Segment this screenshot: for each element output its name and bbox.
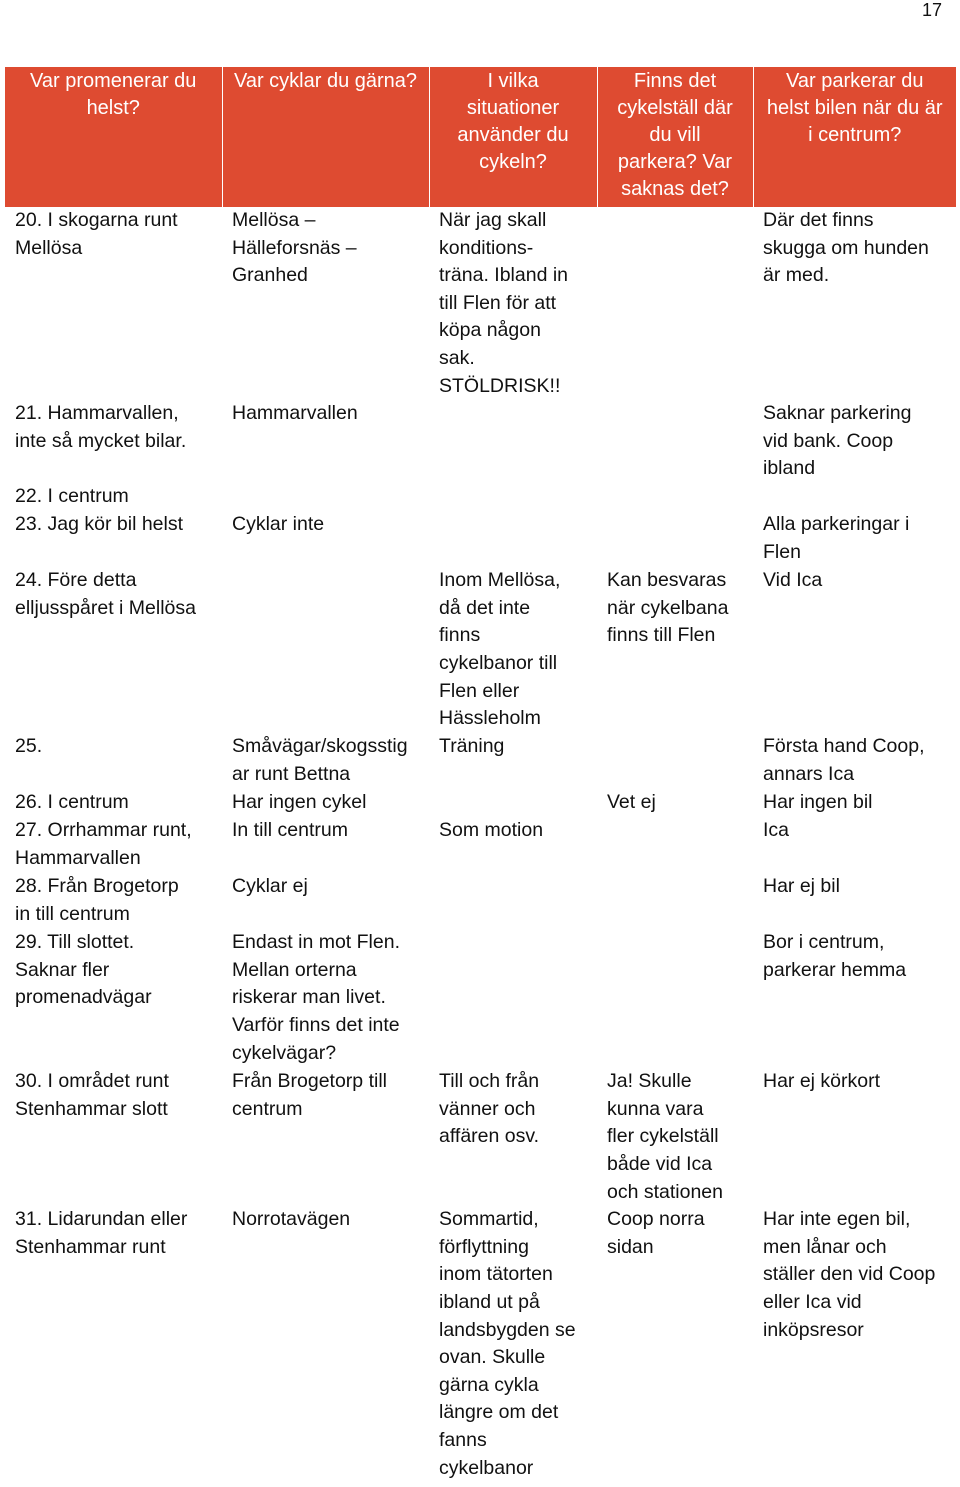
table-row [5,400,956,483]
cell-walk: 29. Till slottet. Saknar fler promenadvägar [15,931,152,1009]
header-row [5,67,956,207]
cell-situations [429,873,597,929]
header-situations: I vilka situationer använder du cykeln? [429,67,597,207]
cell-car-parking: Alla parkeringar i Flen [763,513,910,563]
cell-cycle: Småvägar/skogsstig ar runt Bettna [232,735,408,785]
cell-walk: 20. I skogarna runt Mellösa [15,209,178,259]
cell-car-parking: Har inte egen bil, men lånar och ställer den vid Coop eller Ica vid inköpsresor [763,1208,936,1341]
cell-situations [429,789,597,817]
survey-table [5,67,956,1482]
cell-bike-racks [597,207,753,400]
table-row [5,929,956,1068]
table-row [5,789,956,817]
cell-bike-racks [597,733,753,789]
cell-cycle: Cyklar inte [232,513,325,536]
cell-car-parking: Har ej körkort [763,1070,881,1093]
cell-bike-racks: Kan besvaras när cykelbana finns till Flen [607,569,729,647]
table-row [5,733,956,789]
cell-walk: 26. I centrum [15,791,129,814]
cell-walk: 23. Jag kör bil helst [15,513,184,536]
cell-cycle [222,567,429,733]
cell-situations: Till och från vänner och affären osv. [439,1070,540,1148]
cell-car-parking: Ica [763,819,790,842]
cell-cycle: In till centrum [232,819,348,842]
page-number: 17 [921,0,942,20]
cell-car-parking: Bor i centrum, parkerar hemma [763,931,907,981]
cell-situations: Sommartid, förflyttning inom tätorten ibland ut på landsbygden se ovan. Skulle gärna cykla längre om det fanns cykelbanor [439,1208,576,1479]
table-row [5,483,956,511]
header-walk: Var promenerar du helst? [5,67,222,207]
cell-cycle: Har ingen cykel [232,791,367,814]
cell-cycle [222,483,429,511]
cell-situations [429,929,597,1068]
cell-car-parking: Vid Ica [763,569,823,592]
cell-car-parking: Har ej bil [763,875,840,898]
table-row [5,873,956,929]
cell-walk: 25. [15,735,43,758]
cell-cycle: Cyklar ej [232,875,308,898]
cell-bike-racks [597,400,753,483]
cell-car-parking [753,483,956,511]
cell-cycle: Från Brogetorp till centrum [232,1070,387,1120]
cell-situations: Som motion [439,819,544,842]
cell-bike-racks: Ja! Skulle kunna vara fler cykelställ både vid Ica och stationen [607,1070,724,1203]
cell-situations: När jag skall konditions- träna. Ibland in till Flen för att köpa någon sak. STÖLDRISK!! [439,209,569,397]
cell-walk: 30. I området runt Stenhammar slott [15,1070,169,1120]
table-row [5,567,956,733]
table-row [5,207,956,400]
cell-walk: 31. Lidarundan eller Stenhammar runt [15,1208,188,1258]
cell-walk: 28. Från Brogetorp in till centrum [15,875,179,925]
cell-bike-racks [597,817,753,873]
cell-cycle: Mellösa – Hälleforsnäs – Granhed [232,209,357,287]
cell-situations: Inom Mellösa, då det inte finns cykelbanor till Flen eller Hässleholm [439,569,561,730]
cell-car-parking: Första hand Coop, annars Ica [763,735,925,785]
cell-bike-racks [597,873,753,929]
cell-cycle: Norrotavägen [232,1208,351,1231]
cell-situations [429,511,597,567]
cell-bike-racks [597,929,753,1068]
table-row [5,817,956,873]
cell-bike-racks [597,483,753,511]
cell-walk: 24. Före detta elljusspåret i Mellösa [15,569,196,619]
table-row [5,1068,956,1206]
cell-cycle: Endast in mot Flen. Mellan orterna riskerar man livet. Varför finns det inte cykelvägar? [232,931,400,1064]
cell-cycle: Hammarvallen [232,402,358,425]
cell-walk: 22. I centrum [15,485,129,508]
cell-situations [429,483,597,511]
cell-car-parking: Har ingen bil [763,791,873,814]
header-bike-racks: Finns det cykelställ där du vill parkera? Var saknas det? [597,67,753,207]
cell-car-parking: Saknar parkering vid bank. Coop ibland [763,402,912,480]
cell-situations: Träning [439,735,505,758]
cell-situations [429,400,597,483]
cell-bike-racks: Coop norra sidan [607,1208,705,1258]
cell-walk: 27. Orrhammar runt, Hammarvallen [15,819,192,869]
header-car-parking: Var parkerar du helst bilen när du är i centrum? [753,67,956,207]
table-row [5,1206,956,1482]
header-cycle: Var cyklar du gärna? [222,67,429,207]
cell-bike-racks [597,511,753,567]
cell-car-parking: Där det finns skugga om hunden är med. [763,209,929,287]
table-row [5,511,956,567]
cell-bike-racks: Vet ej [607,791,656,814]
cell-walk: 21. Hammarvallen, inte så mycket bilar. [15,402,187,452]
